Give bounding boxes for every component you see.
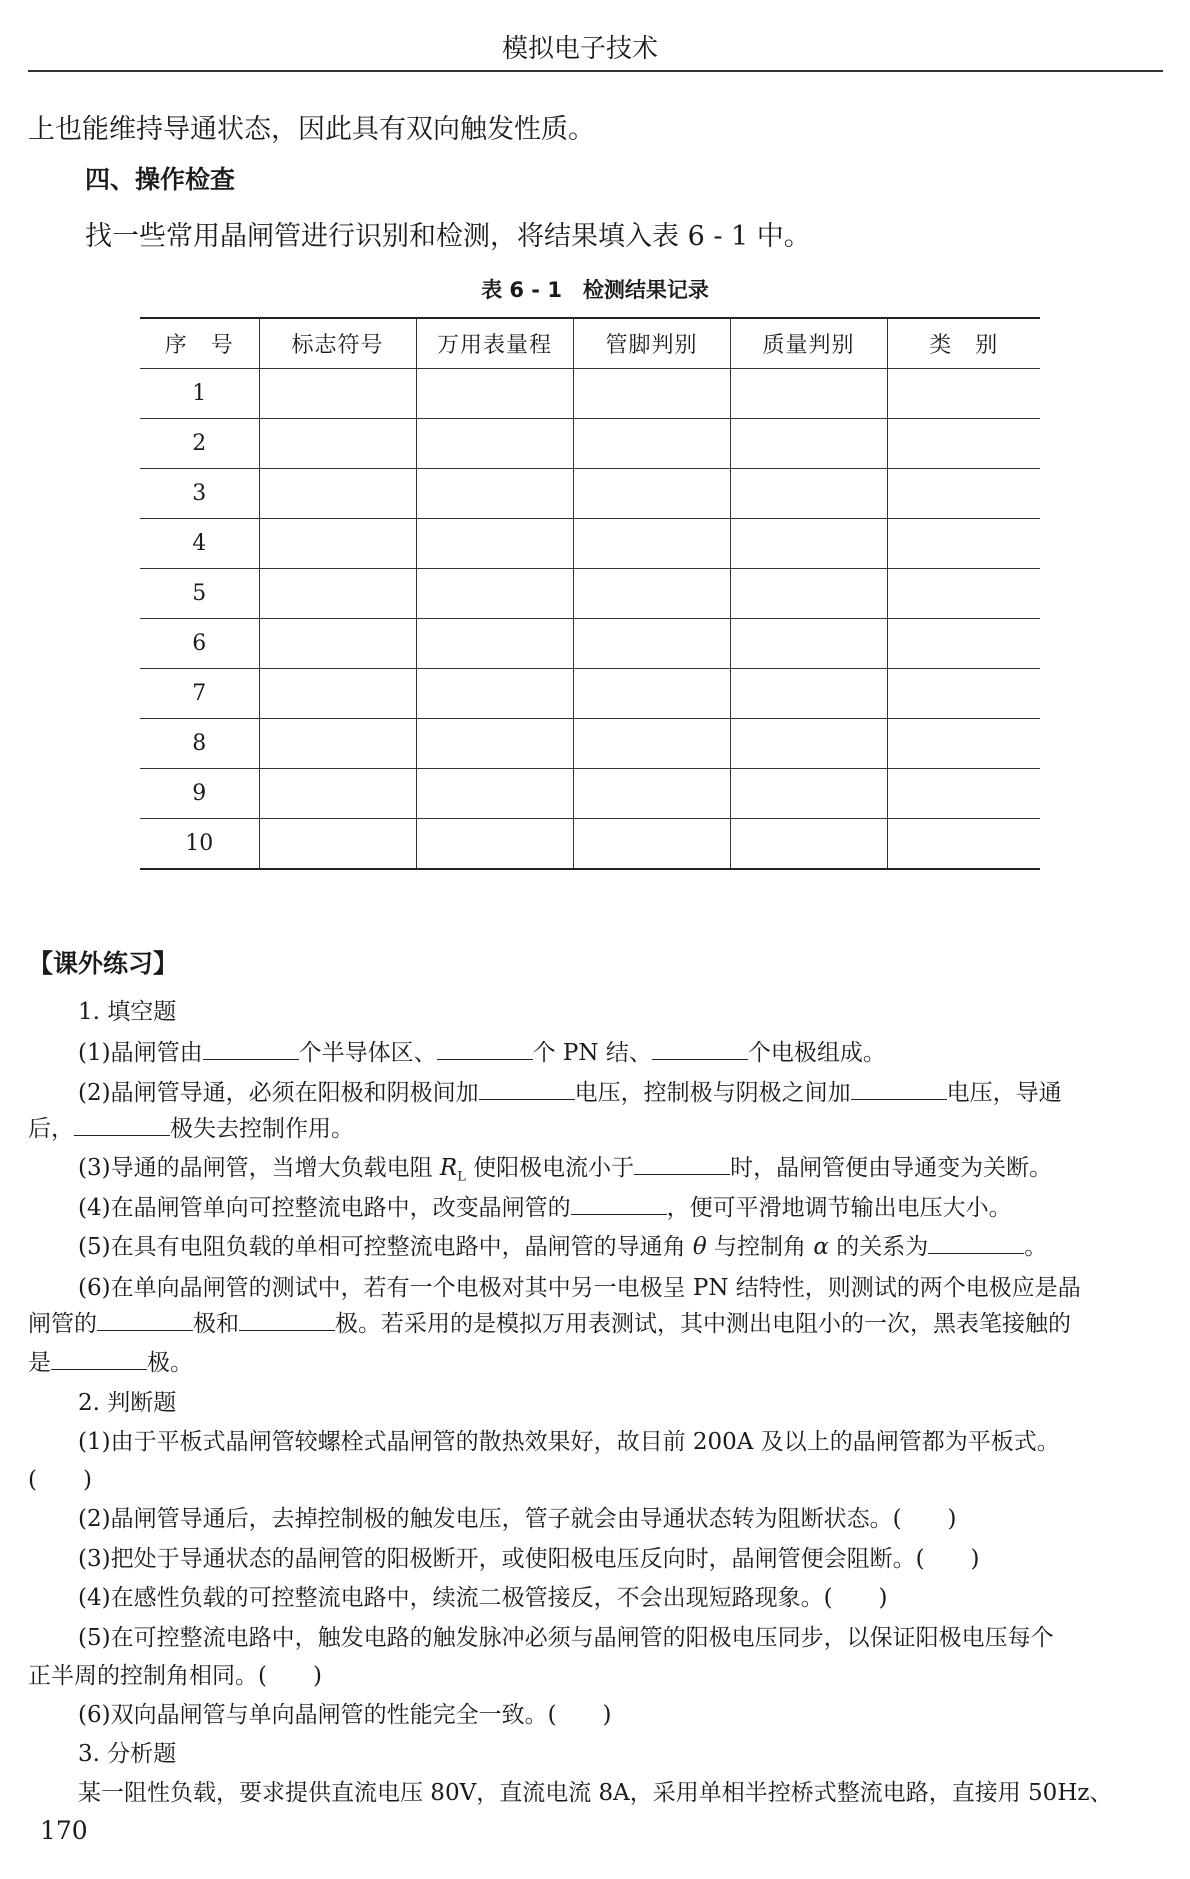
empty-cell [573,469,730,519]
empty-cell [730,719,887,769]
question-2-5-cont: 正半周的控制角相同。( ) [28,1663,322,1689]
true-false-title: 2. 判断题 [78,1390,177,1416]
empty-cell [887,469,1040,519]
question-3-1: 某一阻性负载，要求提供直流电压 80V，直流电流 8A，采用单相半控桥式整流电路，直接用 50Hz、 [78,1780,1113,1806]
question-1-4: (4)在晶闸管单向可控整流电路中，改变晶闸管的 ，便可平滑地调节输出电压大小。 [78,1195,1012,1221]
table-row [140,669,1040,719]
table-row [140,769,1040,819]
empty-cell [416,569,573,619]
page-number: 170 [40,1816,88,1845]
table-row [140,469,1040,519]
empty-cell [416,519,573,569]
question-1-3: (3)导通的晶闸管，当增大负载电阻 $R_L$ 使阳极电流小于 时，晶闸管便由导通变为关断。 [78,1155,1053,1185]
row-number: 7 [140,669,259,719]
empty-cell [259,569,416,619]
row-number: 9 [140,769,259,819]
empty-cell [416,469,573,519]
empty-cell [259,719,416,769]
row-number: 5 [140,569,259,619]
answer-blank [97,1312,193,1331]
intro-line: 上也能维持导通状态，因此具有双向触发性质。 [28,114,595,145]
empty-cell [416,619,573,669]
question-1-2: (2)晶闸管导通，必须在阳极和阴极间加 电压，控制极与阴极之间加 电压，导通 [78,1080,1062,1106]
row-number: 10 [140,819,259,870]
question-2-3: (3)把处于导通状态的晶闸管的阳极断开，或使阳极电压反向时，晶闸管便会阻断。( ) [78,1546,980,1572]
answer-blank [74,1117,170,1136]
empty-cell [573,719,730,769]
col-header: 序 号 [140,318,259,369]
answer-blank [652,1041,748,1060]
answer-blank [479,1081,575,1100]
row-number: 8 [140,719,259,769]
section-heading: 四、操作检查 [85,165,236,194]
empty-cell [887,769,1040,819]
empty-cell [416,419,573,469]
col-header: 质量判别 [730,318,887,369]
empty-cell [259,669,416,719]
empty-cell [730,419,887,469]
empty-cell [730,819,887,870]
table-row [140,619,1040,669]
col-header: 万用表量程 [416,318,573,369]
answer-blank [571,1196,667,1215]
empty-cell [887,819,1040,870]
question-1-1: (1)晶闸管由 个半导体区、 个 PN 结、 个电极组成。 [78,1040,886,1066]
answer-blank [928,1235,1024,1254]
empty-cell [573,569,730,619]
table-row [140,519,1040,569]
answer-blank [437,1041,533,1060]
fill-in-title: 1. 填空题 [78,999,177,1025]
table-row [140,369,1040,419]
empty-cell [573,419,730,469]
col-header: 类 别 [887,318,1040,369]
col-header: 管脚判别 [573,318,730,369]
inspection-results-table [140,317,1040,870]
empty-cell [887,419,1040,469]
empty-cell [416,369,573,419]
question-1-5: (5)在具有电阻负载的单相可控整流电路中，晶闸管的导通角 θ 与控制角 α 的关系为 。 [78,1234,1048,1260]
question-2-1: (1)由于平板式晶闸管较螺栓式晶闸管的散热效果好，故目前 200A 及以上的晶闸管都为平板式。 [78,1429,1060,1455]
empty-cell [573,369,730,419]
table-row [140,569,1040,619]
table-row [140,719,1040,769]
answer-blank [203,1041,299,1060]
row-number: 1 [140,369,259,419]
answer-blank [51,1351,147,1370]
empty-cell [730,569,887,619]
question-1-2-cont: 后， 极失去控制作用。 [28,1116,354,1142]
empty-cell [887,519,1040,569]
empty-cell [259,419,416,469]
exercise-heading: 【课外练习】 [28,949,179,978]
empty-cell [887,669,1040,719]
question-2-4: (4)在感性负载的可控整流电路中，续流二极管接反，不会出现短路现象。( ) [78,1585,888,1611]
empty-cell [730,519,887,569]
empty-cell [259,469,416,519]
empty-cell [730,369,887,419]
table-row [140,419,1040,469]
empty-cell [259,769,416,819]
empty-cell [730,669,887,719]
empty-cell [887,369,1040,419]
question-1-6: (6)在单向晶闸管的测试中，若有一个电极对其中另一电极呈 PN 结特性，则测试的两个电极应是晶 [78,1275,1081,1301]
empty-cell [573,619,730,669]
col-header: 标志符号 [259,318,416,369]
table-header-row [140,318,1040,369]
row-number: 4 [140,519,259,569]
empty-cell [730,619,887,669]
row-number: 2 [140,419,259,469]
empty-cell [730,769,887,819]
empty-cell [416,769,573,819]
empty-cell [573,519,730,569]
answer-blank [239,1312,335,1331]
empty-cell [259,619,416,669]
empty-cell [416,819,573,870]
empty-cell [573,669,730,719]
empty-cell [259,819,416,870]
table-caption: 表 6 - 1 检测结果记录 [481,278,709,302]
question-2-1-cont: ( ) [28,1467,92,1493]
empty-cell [259,369,416,419]
section-text: 找一些常用晶闸管进行识别和检测，将结果填入表 6 - 1 中。 [85,221,811,252]
empty-cell [730,469,887,519]
answer-blank [851,1081,947,1100]
empty-cell [416,669,573,719]
question-2-5: (5)在可控整流电路中，触发电路的触发脉冲必须与晶闸管的阳极电压同步，以保证阳极电压每个 [78,1625,1054,1651]
question-1-6-cont: 闸管的 极和 极。若采用的是模拟万用表测试，其中测出电阻小的一次，黑表笔接触的 [28,1311,1071,1337]
empty-cell [887,619,1040,669]
question-2-6: (6)双向晶闸管与单向晶闸管的性能完全一致。( ) [78,1702,612,1728]
empty-cell [887,569,1040,619]
row-number: 3 [140,469,259,519]
empty-cell [573,819,730,870]
empty-cell [416,719,573,769]
empty-cell [573,769,730,819]
header-rule [28,70,1163,72]
answer-blank [634,1156,730,1175]
empty-cell [259,519,416,569]
empty-cell [887,719,1040,769]
table-row [140,819,1040,870]
analysis-title: 3. 分析题 [78,1741,177,1767]
row-number: 6 [140,619,259,669]
running-header: 模拟电子技术 [501,34,658,64]
question-1-6-cont2: 是 极。 [28,1350,193,1376]
question-2-2: (2)晶闸管导通后，去掉控制极的触发电压，管子就会由导通状态转为阻断状态。( ) [78,1506,957,1532]
